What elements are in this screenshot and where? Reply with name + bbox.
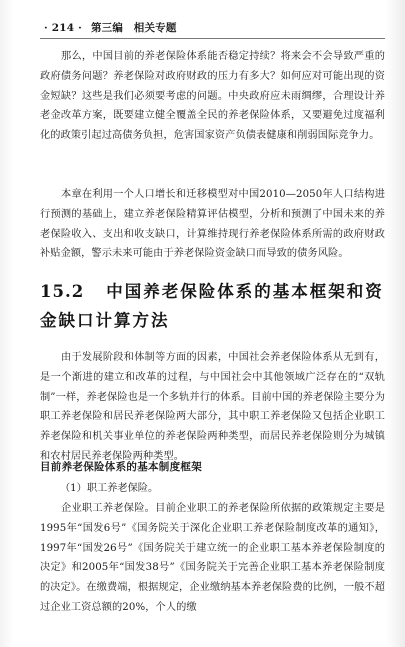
section-number: 15.2 [40, 282, 85, 301]
section-heading [40, 277, 385, 335]
intro-paragraph-1: 那么，中国目前的养老保险体系能否稳定持续？将来会不会导致严重的政府债务问题？养老保险对政府财政的压力有多大？如何应对可能出现的资金短缺？这些是我们必须要考虑的问题。中央政府应未雨绸缪，合理设计养老金改革方案，既要建立健全覆盖全民的养老保险体系，又要避免过度福利化的政策引起过高债务负担，危害国家资产负债表健康和削弱国际竞争力。 [40, 51, 385, 142]
header-rule [40, 38, 385, 39]
section-title: 中国养老保险体系的基本框架和资金缺口计算方法 [40, 282, 384, 330]
intro-paragraph-2: 本章在利用一个人口增长和迁移模型对中国2010—2050年人口结构进行预测的基础上，建立养老保险精算评估模型，分析和预测了中国未来的养老保险收入、支出和收支缺口，计算维持现行养老保险体系所需的政府财政补贴金额，警示未来可能由于养老保险资金缺口而导致的债务风险。 [40, 189, 385, 260]
running-header [44, 20, 374, 35]
page-number: · 214 · [44, 22, 82, 34]
section-paragraph: 由于发展阶段和体制等方面的因素，中国社会养老保险体系从无到有，是一个渐进的建立和改革的过程，与中国社会中其他领域广泛存在的“双轨制”一样，养老保险也是一个多轨并行的体系。目前中国的养老保险主要分为职工养老保险和居民养老保险两大部分，其中职工养老保险又包括企业职工养老保险和机关事业单位的养老保险两种类型，而居民养老保险则分为城镇和农村居民养老保险两种类型。 [40, 352, 385, 462]
list-item-heading: （1）职工养老保险。 [60, 483, 159, 494]
body-paragraph: 企业职工养老保险。目前企业职工的养老保险所依据的政策规定主要是1995年“国发6号”《国务院关于深化企业职工养老保险制度改革的通知》，1997年“国发26号”《国务院关于建立统一的企业职工基本养老保险制度的决定》和2005年“国发38号”《国务院关于完善企业职工基本养老保险制度的决定》。在缴费端，根据规定，企业缴纳基本养老保险费的比例，一般不超过企业工资总额的20%，个人的缴 [40, 503, 385, 613]
running-header-title: 第三编 相关专题 [90, 22, 177, 34]
subsection-heading: 目前养老保险体系的基本制度框架 [40, 461, 202, 473]
